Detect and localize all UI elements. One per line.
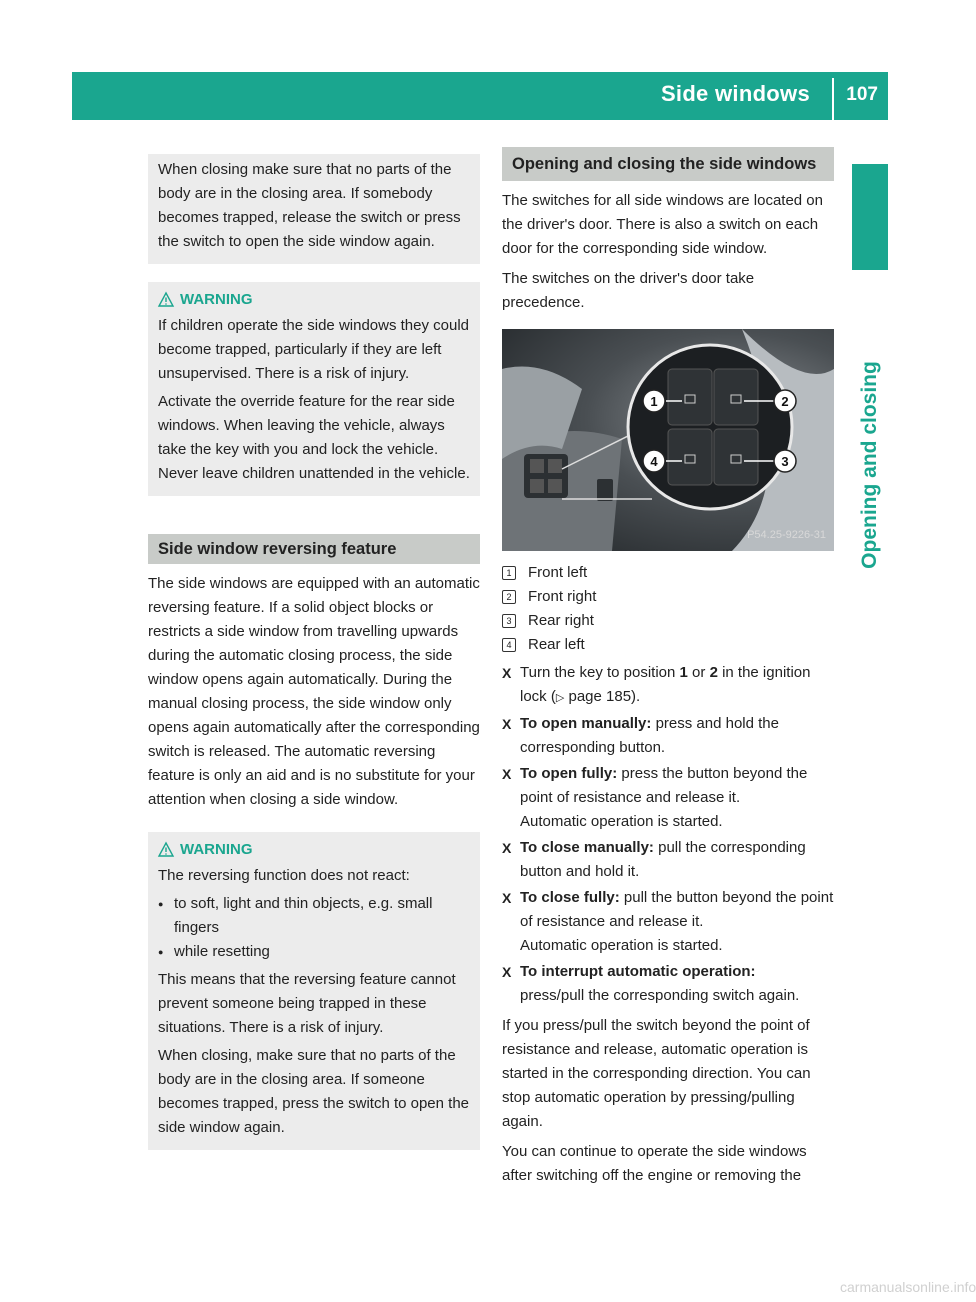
step-text: pull the button beyond the point of resistance and release it.	[520, 889, 834, 930]
list-item	[502, 762, 834, 834]
closing-note-text: When closing make sure that no parts of the body are in the closing area. If somebody becomes trapped, release the switch or press the switch to open the side window again.	[158, 161, 461, 250]
warning-box-children	[148, 282, 480, 496]
warning-text: The reversing function does not react:	[158, 867, 410, 884]
intro-text: The switches on the driver's door take precedence.	[502, 270, 755, 311]
left-column	[148, 154, 480, 1150]
legend-item	[502, 609, 834, 633]
intro-text: The switches for all side windows are located on the driver's door. There is also a switch on each door for the corresponding side window.	[502, 192, 823, 257]
step-text: press/pull the corresponding switch again.	[520, 987, 800, 1004]
warning-title: WARNING	[180, 841, 253, 858]
callout-2: 2	[781, 394, 789, 409]
step-text: press the button beyond the point of resistance and release it.	[520, 765, 808, 806]
warning-text: Activate the override feature for the rear side windows. When leaving the vehicle, always take the key with you and lock the vehicle. Never leave children unattended in the vehicle.	[158, 393, 470, 482]
legend-label: Rear right	[528, 612, 594, 629]
closing-note-box	[148, 154, 480, 264]
key-position: 2	[709, 664, 718, 681]
page-header	[72, 72, 888, 120]
legend-item	[502, 585, 834, 609]
callout-1: 1	[650, 394, 658, 409]
warning-heading	[158, 288, 470, 312]
list-item	[502, 960, 834, 1008]
door-switches-illustration	[502, 329, 834, 551]
callout-legend	[502, 561, 834, 657]
side-tab	[852, 164, 888, 270]
switch-panel-figure	[502, 329, 834, 551]
list-item	[502, 836, 834, 884]
step-label: To interrupt automatic operation:	[520, 963, 756, 980]
step-text: pull the corresponding button and hold it.	[520, 839, 806, 880]
step-text: Automatic operation is started.	[520, 813, 723, 830]
list-item	[502, 886, 834, 958]
legend-number: 1	[502, 566, 516, 580]
page-ref-arrow-icon: ▷	[555, 692, 565, 704]
legend-number: 3	[502, 614, 516, 628]
step-label: To open fully:	[520, 765, 618, 782]
warning-text: If children operate the side windows they could become trapped, particularly if they are left unsupervised. There is a risk of injury.	[158, 317, 470, 382]
legend-number: 4	[502, 638, 516, 652]
header-divider	[832, 78, 834, 120]
callout-4: 4	[650, 454, 658, 469]
section-side-label: Opening and closing	[858, 361, 881, 569]
section-heading-reversing: Side window reversing feature	[148, 534, 480, 564]
list-item: ● while resetting	[158, 940, 470, 964]
callout-3: 3	[781, 454, 789, 469]
instruction-steps	[502, 661, 834, 1008]
warning-text: This means that the reversing feature cannot prevent someone being trapped in these situations. There is a risk of injury.	[158, 971, 456, 1036]
step-text: or	[687, 664, 710, 681]
page-number: 107	[846, 84, 878, 105]
warning-text: When closing, make sure that no parts of the body are in the closing area. If someone becomes trapped, press the switch to open the side window again.	[158, 1047, 470, 1136]
body-text: You can continue to operate the side windows after switching off the engine or removing the	[502, 1143, 807, 1184]
step-label: To open manually:	[520, 715, 652, 732]
step-text: in the ignition lock (	[520, 664, 811, 705]
legend-label: Rear left	[528, 636, 585, 653]
legend-number: 2	[502, 590, 516, 604]
step-text: press and hold the corresponding button.	[520, 715, 779, 756]
legend-item	[502, 633, 834, 657]
list-item: ● to soft, light and thin objects, e.g. small fingers	[158, 892, 470, 940]
footer-watermark: carmanualsonline.info	[840, 1279, 976, 1295]
step-text: Automatic operation is started.	[520, 937, 723, 954]
section-heading-side-windows: Opening and closing the side windows	[502, 147, 834, 181]
legend-item	[502, 561, 834, 585]
warning-box-reversing	[148, 832, 480, 1150]
list-item	[502, 661, 834, 710]
step-text: Turn the key to position	[520, 664, 680, 681]
key-position: 1	[679, 664, 688, 681]
chapter-title: Side windows	[660, 81, 810, 106]
reversing-text: The side windows are equipped with an automatic reversing feature. If a solid object blocks or restricts a side window from travelling upwards during the automatic closing process, the side window opens again automatically. During the manual closing process, the side window only opens again automatically after the corresponding switch is released. The automatic reversing feature is only an aid and is no substitute for your attention when closing a side window.	[148, 575, 480, 808]
warning-triangle-icon	[158, 292, 174, 308]
body-text: If you press/pull the switch beyond the point of resistance and release, automatic operation is started in the corresponding direction. You can stop automatic operation by pressing/pulling again.	[502, 1017, 811, 1130]
warning-triangle-icon	[158, 842, 174, 858]
step-label: To close fully:	[520, 889, 620, 906]
warning-heading	[158, 838, 470, 862]
step-label: To close manually:	[520, 839, 654, 856]
legend-label: Front right	[528, 588, 597, 605]
figure-code: P54.25-9226-31	[747, 529, 826, 541]
warning-bullets	[158, 892, 470, 964]
legend-label: Front left	[528, 564, 588, 581]
list-item	[502, 712, 834, 760]
right-column	[502, 147, 834, 1188]
page-reference-link[interactable]: page 185).	[564, 688, 641, 705]
warning-title: WARNING	[180, 291, 253, 308]
